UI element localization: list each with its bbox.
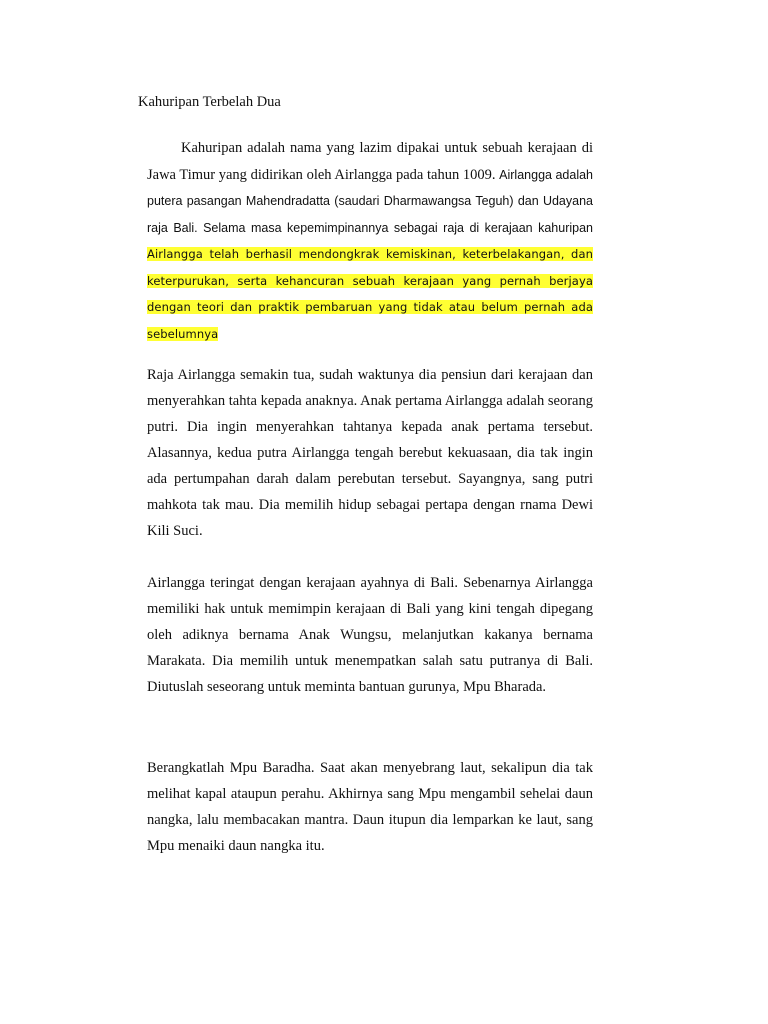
paragraph-3: Airlangga teringat dengan kerajaan ayahnya di Bali. Sebenarnya Airlangga memiliki hak untuk memimpin kerajaan di Bali yang kini tengah dipegang oleh adiknya bernama Anak Wungsu, melanjutkan kakanya bernama Marakata. Dia memilih untuk menempatkan salah satu putranya di Bali. Diutuslah seseorang untuk meminta bantuan gurunya, Mpu Bharada. (147, 575, 593, 695)
paragraph-1-sans-text: Airlangga adalah putera pasangan Mahendradatta (saudari Dharmawangsa Teguh) dan Udayana raja Bali. Selama masa kepemimpinannya sebagai raja di kerajaan kahuripan (147, 167, 593, 235)
paragraph-1-highlighted-text: Airlangga telah berhasil mendongkrak kemiskinan, keterbelakangan, dan keterpurukan, serta kehancuran sebuah kerajaan yang pernah berjaya dengan teori dan praktik pembaruan yang tidak atau belum pernah ada sebelumnya (147, 247, 593, 341)
paragraph-1 (147, 135, 593, 347)
document-title: Kahuripan Terbelah Dua (138, 94, 281, 110)
paragraph-1-serif-text: Kahuripan adalah nama yang lazim dipakai untuk sebuah kerajaan di Jawa Timur yang didirikan oleh Airlangga pada tahun 1009. (147, 140, 593, 183)
paragraph-4: Berangkatlah Mpu Baradha. Saat akan menyebrang laut, sekalipun dia tak melihat kapal ataupun perahu. Akhirnya sang Mpu mengambil sehelai daun nangka, lalu membacakan mantra. Daun itupun dia lemparkan ke laut, sang Mpu menaiki daun nangka itu. (147, 760, 593, 854)
paragraph-2: Raja Airlangga semakin tua, sudah waktunya dia pensiun dari kerajaan dan menyerahkan tahta kepada anaknya. Anak pertama Airlangga adalah seorang putri. Dia ingin menyerahkan tahtanya kepada anak pertama tersebut. Alasannya, kedua putra Airlangga tengah berebut kekuasaan, dia tak ingin ada pertumpahan darah dalam perebutan tersebut. Sayangnya, sang putri mahkota tak mau. Dia memilih hidup sebagai pertapa dengan rnama Dewi Kili Suci. (147, 367, 593, 539)
